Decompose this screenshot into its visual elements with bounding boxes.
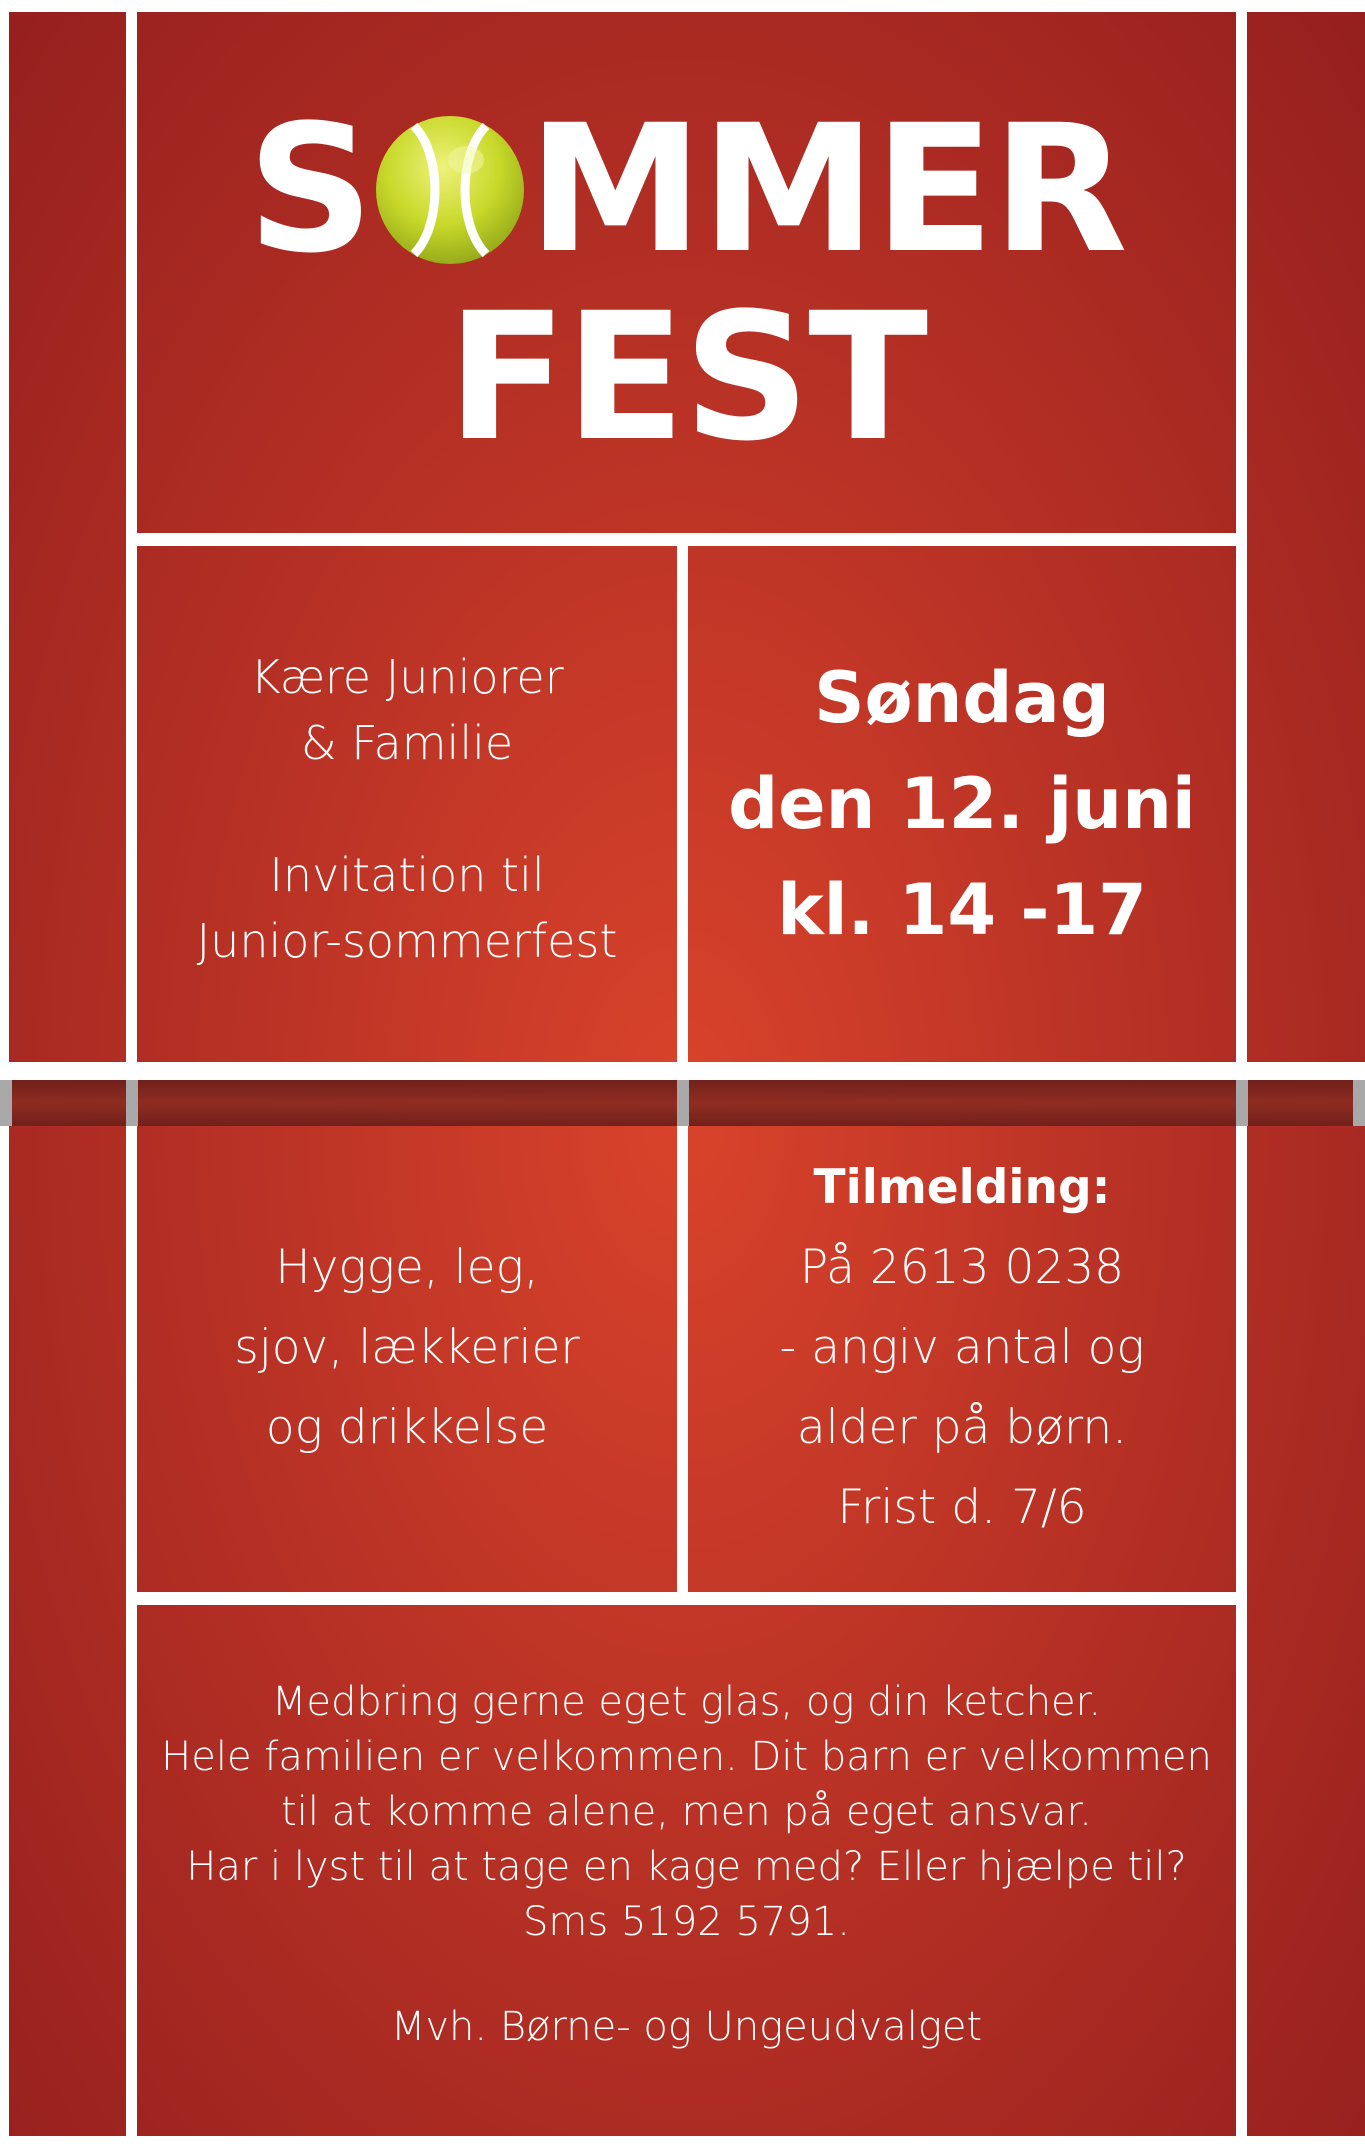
court-line-bottom	[0, 2136, 1365, 2144]
title-line-1	[137, 87, 1236, 292]
court-line-above-net	[0, 1062, 1365, 1080]
signup-line-4: Frist d. 7/6	[837, 1480, 1087, 1535]
greeting-line-2: & Familie	[300, 716, 514, 770]
net-post-2	[677, 1080, 689, 1126]
date-line-1: Søndag	[814, 657, 1110, 739]
date-line-2: den 12. juni	[728, 763, 1196, 845]
net-post-3	[1236, 1080, 1248, 1126]
activities-line-2: sjov, lækkerier	[234, 1320, 580, 1375]
signup-line-3: alder på børn.	[796, 1400, 1128, 1455]
signup-line-2: - angiv antal og	[779, 1320, 1145, 1375]
greeting-line-4: Junior-sommerfest	[196, 914, 618, 968]
footer-line-1: Medbring gerne eget glas, og din ketcher.	[271, 1679, 1102, 1725]
court-line-top	[0, 0, 1365, 12]
footer-block	[137, 1675, 1236, 2055]
greeting-line-3: Invitation til	[269, 848, 545, 902]
net-post-right	[1353, 1080, 1365, 1126]
date-block	[688, 645, 1236, 963]
tennis-ball-icon	[374, 114, 526, 266]
signup-heading: Tilmelding:	[813, 1160, 1111, 1215]
title-letters-mmer: MMER	[527, 87, 1126, 292]
activities-block	[137, 1228, 677, 1468]
title-line-2: FEST	[446, 275, 927, 480]
greeting-block	[137, 644, 677, 974]
net-post-left	[0, 1080, 12, 1126]
signup-line-1: På 2613 0238	[799, 1240, 1125, 1295]
footer-signature: Mvh. Børne- og Ungeudvalget	[390, 2004, 983, 2050]
footer-line-3: til at komme alene, men på eget ansvar.	[281, 1789, 1092, 1835]
title-letter-s: S	[247, 87, 372, 292]
date-line-3: kl. 14 -17	[777, 869, 1147, 951]
activities-line-3: og drikkelse	[265, 1400, 549, 1455]
activities-line-1: Hygge, leg,	[275, 1240, 539, 1295]
court-line-service-bottom	[126, 1592, 1247, 1605]
net-post-1	[126, 1080, 138, 1126]
signup-block	[688, 1148, 1236, 1548]
court-line-baseline-top	[126, 533, 1247, 546]
footer-line-5: Sms 5192 5791.	[523, 1899, 850, 1945]
footer-line-2: Hele familien er velkommen. Dit barn er velkommen	[161, 1734, 1212, 1780]
greeting-line-1: Kære Juniorer	[250, 650, 564, 704]
footer-line-4: Har i lyst til at tage en kage med? Eller hjælpe til?	[186, 1844, 1187, 1890]
